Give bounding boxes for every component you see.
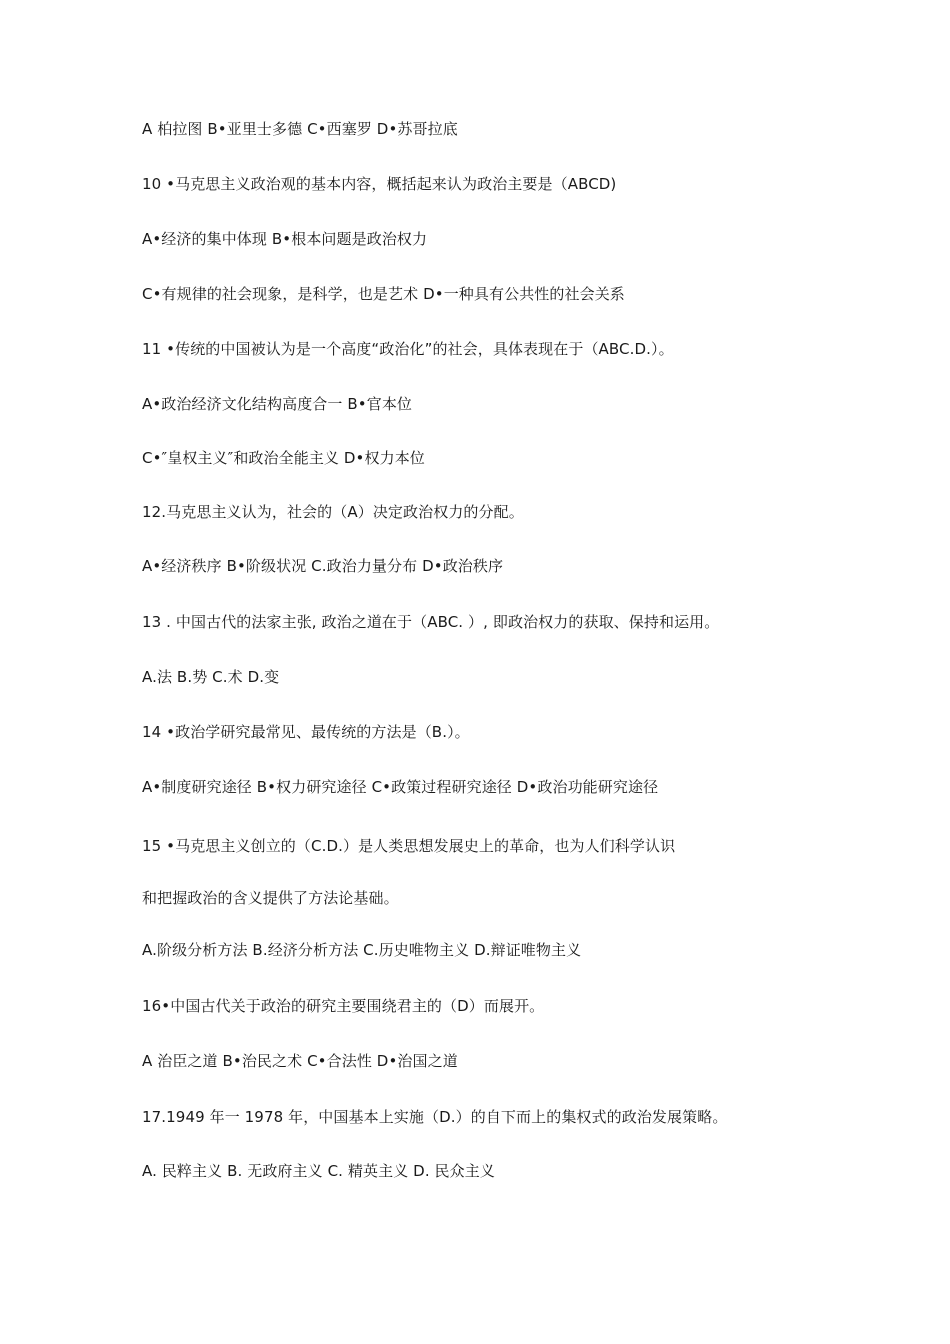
answer-options-q10-ab: A•经济的集中体现 B•根本问题是政治权力	[142, 230, 428, 248]
question-13: 13 . 中国古代的法家主张, 政治之道在于（ABC. ）, 即政治权力的获取、保持和运用。	[142, 613, 720, 631]
question-16: 16•中国古代关于政治的研究主要围绕君主的（D）而展开。	[142, 997, 545, 1015]
question-12: 12.马克思主义认为，社会的（A）决定政治权力的分配。	[142, 503, 524, 521]
question-17: 17.1949 年一 1978 年，中国基本上实施（D.）的自下而上的集权式的政治发展策略。	[142, 1108, 728, 1126]
answer-options-q16: A 治臣之道 B•治民之术 C•合法性 D•治国之道	[142, 1052, 458, 1070]
answer-options-q13: A.法 B.势 C.术 D.变	[142, 668, 280, 686]
answer-options-q15: A.阶级分析方法 B.经济分析方法 C.历史唯物主义 D.辩证唯物主义	[142, 941, 582, 959]
answer-options-q11-cd: C•″皇权主义″和政治全能主义 D•权力本位	[142, 449, 425, 467]
question-14: 14 •政治学研究最常见、最传统的方法是（B.）。	[142, 723, 470, 741]
answer-options-q11-ab: A•政治经济文化结构高度合一 B•官本位	[142, 395, 413, 413]
question-11: 11 •传统的中国被认为是一个高度“政治化”的社会，具体表现在于（ABC.D.）。	[142, 340, 674, 358]
answer-options-q17: A. 民粹主义 B. 无政府主义 C. 精英主义 D. 民众主义	[142, 1162, 495, 1180]
answer-options-q10-cd: C•有规律的社会现象，是科学，也是艺术 D•一种具有公共性的社会关系	[142, 285, 625, 303]
answer-options-q14: A•制度研究途径 B•权力研究途径 C•政策过程研究途径 D•政治功能研究途径	[142, 778, 659, 796]
answer-options-q12: A•经济秩序 B•阶级状况 C.政治力量分布 D•政治秩序	[142, 557, 504, 575]
question-15-continued: 和把握政治的含义提供了方法论基础。	[142, 889, 399, 907]
question-15: 15 •马克思主义创立的（C.D.）是人类思想发展史上的革命，也为人们科学认识	[142, 837, 676, 855]
answer-options-q9: A 柏拉图 B•亚里士多德 C•西塞罗 D•苏哥拉底	[142, 120, 458, 138]
question-10: 10 •马克思主义政治观的基本内容，概括起来认为政治主要是（ABCD)	[142, 175, 617, 193]
